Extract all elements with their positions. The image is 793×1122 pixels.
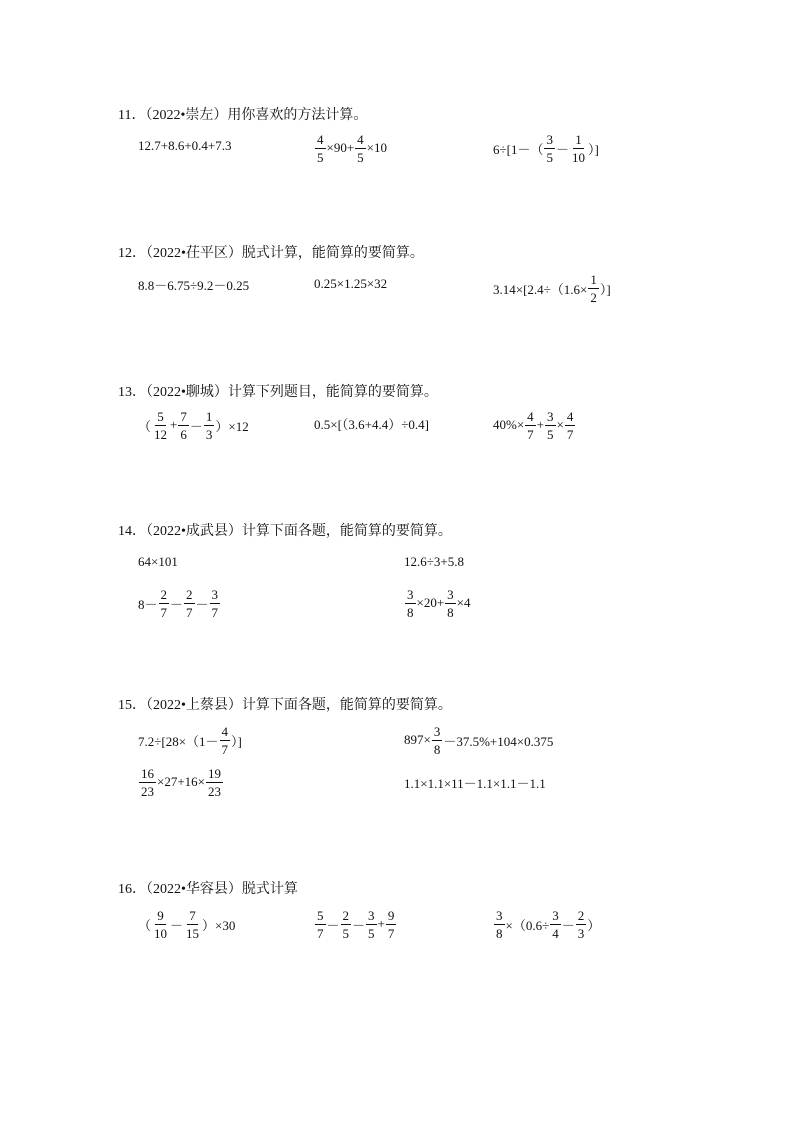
- q14-expression-2: [404, 542, 464, 582]
- fraction: [152, 909, 169, 940]
- numerator: 4: [566, 408, 574, 424]
- fraction: [366, 909, 377, 940]
- denominator: 8: [407, 604, 414, 620]
- fraction: [184, 588, 195, 619]
- question-14-title: 14．（2022•成武县）计算下面各题，能简算的要简算。: [118, 524, 452, 539]
- denominator: 8: [447, 604, 454, 620]
- numerator: 5: [317, 907, 324, 923]
- question-12-title: 12．（2022•茌平区）脱式计算，能简算的要简算。: [118, 246, 424, 261]
- expr-text: －: [326, 917, 340, 933]
- expr-text: －: [170, 596, 184, 612]
- q13-expression-2: [314, 403, 429, 443]
- expr-text: ×（0.6÷: [505, 917, 550, 933]
- question-11-title: 11．（2022•崇左）用你喜欢的方法计算。: [118, 108, 368, 123]
- fraction: [159, 588, 170, 619]
- expr-text: 1.1×1.1×11－1.1×1.1－1.1: [404, 775, 546, 791]
- fraction: [550, 909, 561, 940]
- numerator: 3: [447, 586, 454, 602]
- expr-text: ）]: [231, 733, 242, 749]
- expr-text: +: [377, 916, 385, 931]
- numerator: 4: [221, 723, 229, 739]
- numerator: 3: [546, 131, 553, 147]
- expr-text: ×: [556, 417, 564, 432]
- expr-text: 0.25×1.25×32: [314, 276, 388, 291]
- denominator: 7: [387, 925, 395, 941]
- fraction: [184, 909, 201, 940]
- numerator: 2: [186, 586, 193, 602]
- denominator: 7: [317, 925, 324, 941]
- expr-text: +: [536, 417, 545, 432]
- expr-text: 3.14×[2.4÷（1.6×: [493, 281, 588, 297]
- numerator: 2: [160, 586, 168, 602]
- expr-text: （: [138, 418, 152, 434]
- expr-text: ）×12: [215, 418, 249, 434]
- expr-text: ）: [587, 917, 601, 933]
- expr-text: +: [170, 417, 178, 432]
- fraction: [545, 410, 556, 441]
- fraction: [341, 909, 352, 940]
- q14-expression-1: [138, 542, 178, 582]
- expr-text: 0.5×[（3.6+4.4）÷0.4]: [314, 416, 429, 432]
- question-16-title: 16．（2022•华容县）脱式计算: [118, 882, 298, 897]
- fraction: [576, 909, 587, 940]
- numerator: 1: [590, 271, 597, 287]
- denominator: 10: [571, 149, 585, 165]
- expr-text: 897×: [404, 732, 431, 747]
- denominator: 5: [342, 925, 350, 941]
- numerator: 4: [317, 131, 324, 147]
- expr-text: －: [189, 418, 203, 434]
- numerator: 3: [211, 586, 219, 602]
- expr-text: 40%×: [493, 417, 525, 432]
- expr-text: －: [555, 141, 569, 157]
- expr-text: －: [195, 596, 209, 612]
- numerator: 2: [342, 907, 350, 923]
- fraction: [494, 909, 505, 940]
- expr-text: ）×30: [202, 917, 236, 933]
- denominator: 7: [211, 604, 219, 620]
- numerator: 3: [496, 907, 503, 923]
- denominator: 2: [590, 289, 597, 305]
- fraction: [588, 273, 599, 304]
- expr-text: ×10: [366, 140, 388, 155]
- fraction: [204, 410, 215, 441]
- fraction: [206, 767, 223, 798]
- denominator: 10: [154, 925, 168, 941]
- question-15-title: 15．（2022•上蔡县）计算下面各题，能简算的要简算。: [118, 698, 452, 713]
- fraction: [139, 767, 156, 798]
- numerator: 3: [407, 586, 414, 602]
- fraction: [210, 588, 221, 619]
- fraction: [178, 410, 189, 441]
- numerator: 2: [577, 907, 585, 923]
- expr-text: （: [138, 917, 152, 933]
- q12-expression-2: [314, 264, 387, 304]
- fraction: [570, 133, 587, 164]
- fraction: [405, 588, 416, 619]
- numerator: 9: [387, 907, 395, 923]
- fraction: [386, 909, 397, 940]
- denominator: 7: [221, 741, 229, 757]
- numerator: 1: [575, 131, 582, 147]
- q16-expression-2: [314, 904, 397, 944]
- expr-text: 6÷[1－（: [493, 141, 544, 157]
- denominator: 4: [552, 925, 559, 941]
- q15-expression-1: [138, 720, 242, 760]
- q15-expression-4: [404, 762, 546, 802]
- denominator: 5: [317, 149, 324, 165]
- fraction: [565, 410, 576, 441]
- denominator: 5: [547, 426, 554, 442]
- expr-text: －37.5%+104×0.375: [443, 733, 554, 749]
- numerator: 16: [141, 765, 154, 781]
- denominator: 7: [160, 604, 168, 620]
- q13-expression-3: [493, 405, 576, 445]
- numerator: 7: [189, 907, 196, 923]
- numerator: 3: [547, 408, 554, 424]
- denominator: 7: [527, 426, 534, 442]
- denominator: 15: [186, 925, 200, 941]
- expr-text: －: [352, 917, 366, 933]
- q14-expression-3: [138, 583, 221, 623]
- fraction: [220, 725, 231, 756]
- denominator: 3: [577, 925, 585, 941]
- expr-text: ×27+16×: [157, 774, 205, 789]
- denominator: 5: [368, 925, 375, 941]
- expr-text: 64×101: [138, 554, 178, 569]
- denominator: 5: [546, 149, 553, 165]
- denominator: 8: [433, 741, 441, 757]
- denominator: 5: [357, 149, 364, 165]
- expr-text: ）]: [587, 141, 599, 157]
- q15-expression-2: [404, 720, 553, 760]
- q12-expression-1: [138, 264, 249, 304]
- numerator: 5: [157, 408, 164, 424]
- q11-expression-1: [138, 126, 232, 166]
- fraction: [525, 410, 536, 441]
- fraction: [152, 410, 169, 441]
- numerator: 7: [180, 408, 187, 424]
- denominator: 12: [154, 426, 168, 442]
- q15-expression-3: [138, 762, 224, 802]
- q14-expression-4: [404, 583, 471, 623]
- expr-text: －: [561, 917, 575, 933]
- expr-text: 12.7+8.6+0.4+7.3: [138, 138, 232, 153]
- q13-expression-1: [138, 405, 249, 445]
- numerator: 4: [357, 131, 364, 147]
- fraction: [445, 588, 456, 619]
- q16-expression-3: [493, 904, 600, 944]
- denominator: 23: [141, 783, 154, 799]
- expr-text: ×4: [456, 595, 471, 610]
- numerator: 19: [208, 765, 221, 781]
- numerator: 3: [368, 907, 375, 923]
- question-13-title: 13．（2022•聊城）计算下列题目，能简算的要简算。: [118, 385, 438, 400]
- numerator: 3: [552, 907, 559, 923]
- q11-expression-3: [493, 128, 599, 168]
- numerator: 1: [205, 408, 213, 424]
- q16-expression-1: [138, 904, 235, 944]
- fraction: [432, 725, 443, 756]
- q12-expression-3: [493, 268, 611, 308]
- numerator: 4: [527, 408, 534, 424]
- expr-text: ×20+: [416, 595, 445, 610]
- expr-text: 12.6÷3+5.8: [404, 554, 464, 569]
- fraction: [544, 133, 555, 164]
- expr-text: ×90+: [326, 140, 355, 155]
- expr-text: ）]: [599, 281, 611, 297]
- expr-text: 8－: [138, 596, 158, 612]
- expr-text: －: [170, 917, 184, 933]
- denominator: 23: [208, 783, 221, 799]
- denominator: 7: [186, 604, 193, 620]
- denominator: 3: [205, 426, 213, 442]
- fraction: [355, 133, 366, 164]
- numerator: 3: [433, 723, 441, 739]
- expr-text: 7.2÷[28×（1－: [138, 733, 219, 749]
- denominator: 6: [180, 426, 187, 442]
- numerator: 9: [157, 907, 164, 923]
- q11-expression-2: [314, 128, 387, 168]
- denominator: 8: [496, 925, 503, 941]
- denominator: 7: [566, 426, 574, 442]
- expr-text: 8.8－6.75÷9.2－0.25: [138, 277, 250, 293]
- fraction: [315, 909, 326, 940]
- fraction: [315, 133, 326, 164]
